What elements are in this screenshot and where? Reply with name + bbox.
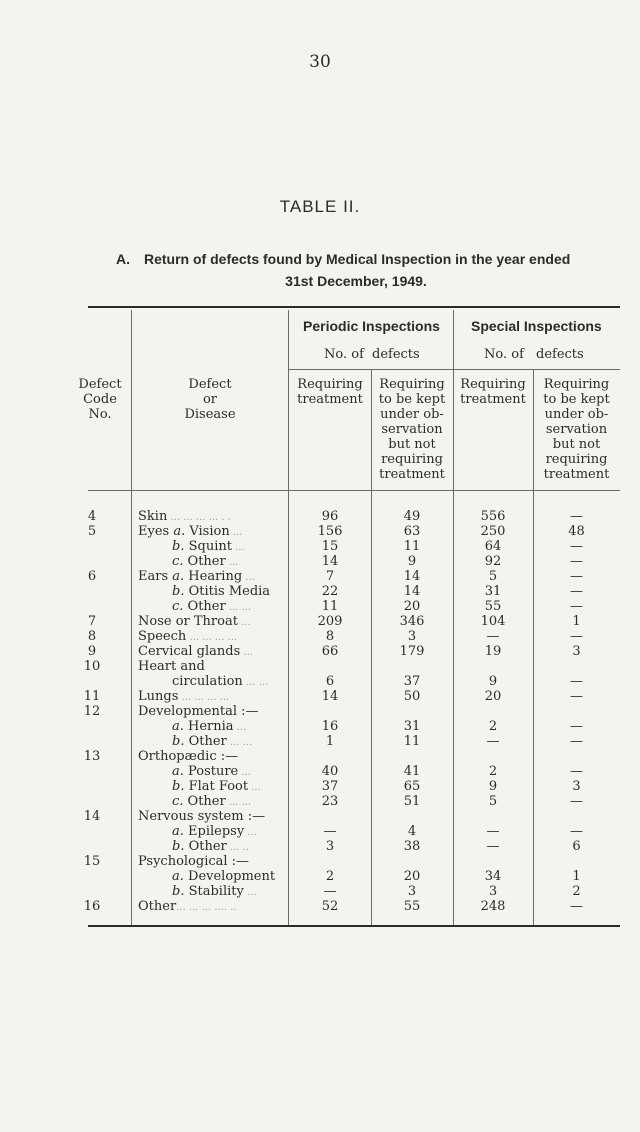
periodic-treatment-value: 11 [321,599,339,614]
defect-code: 6 [87,569,97,584]
defect-label: c. Other ... [172,554,239,569]
special-observation-value: — [570,554,583,569]
table-row [0,554,640,569]
special-treatment-value: — [486,824,500,839]
special-observation-value: — [570,719,583,734]
periodic-observation-value: 11 [403,734,421,749]
special-observation-value: — [570,689,583,704]
dot-leader: ... [242,572,255,583]
defect-label: Nose or Throat ... [138,614,251,629]
caption-line-2: 31st December, 1949. [285,273,427,289]
periodic-treatment-value: — [323,884,337,899]
defect-label: a. Posture ... [172,764,251,779]
dot-leader: ... ... [225,797,252,808]
special-treatment-value: 2 [488,764,498,779]
special-treatment-value: 55 [484,599,502,614]
periodic-treatment-value: 52 [321,899,339,914]
defect-label: Heart and [138,659,205,674]
defect-code: 12 [83,704,101,719]
defect-label: circulation ... ... [172,674,269,689]
dot-leader: ... ... [242,677,269,688]
periodic-treatment-value: 6 [325,674,335,689]
dot-leader: ... [240,647,253,658]
defect-label: b. Other ... ... [172,734,253,749]
table-row [0,569,640,584]
defect-code: 8 [87,629,97,644]
defect-label: b. Other ... .. [172,839,250,854]
special-treatment-value: 5 [488,794,498,809]
special-treatment-value: 92 [484,554,502,569]
periodic-treatment-value: 1 [325,734,335,749]
special-treatment-value: — [486,734,500,749]
table-row [0,674,640,689]
special-treatment-value: 104 [480,614,506,629]
special-observation-value: 3 [572,779,581,794]
special-observation-value: — [570,674,583,689]
periodic-observation-value: 63 [403,524,421,539]
special-observation-value: — [570,764,583,779]
special-observation-value: 6 [572,839,581,854]
special-observation-value: 2 [572,884,581,899]
table-row [0,629,640,644]
periodic-observation-value: 4 [407,824,417,839]
dot-leader: ... ... ... ... [178,692,230,703]
special-treatment-value: 20 [484,689,502,704]
special-treatment-value: 556 [480,509,506,524]
periodic-observation-value: 55 [403,899,421,914]
periodic-treatment-value: 22 [321,584,339,599]
table-row [0,509,640,524]
special-treatment-value: 31 [484,584,502,599]
defect-label: a. Development [172,869,276,884]
defect-label: Eyes a. Vision ... [138,524,243,539]
defect-label: Lungs ... ... ... ... [138,689,230,704]
periodic-treatment-value: 96 [321,509,339,524]
special-observation-value: — [570,794,583,809]
special-treatment-value: — [486,629,500,644]
defect-code: 15 [83,854,101,869]
defect-label: b. Squint ... [172,539,245,554]
periodic-observation-value: 11 [403,539,421,554]
periodic-treatment-value: 8 [325,629,335,644]
periodic-treatment-value: 14 [321,689,339,704]
defect-label: Nervous system :— [138,809,266,824]
periodic-requiring-treatment-header: Requiring treatment [297,377,363,407]
caption-line-1: Return of defects found by Medical Inspection in the year ended [144,251,571,267]
periodic-treatment-value: 16 [321,719,339,734]
table-row [0,779,640,794]
periodic-requiring-observation-header: Requiring to be kept under ob- servation but not requiring treatment [378,377,446,482]
header-bottom-rule [88,490,620,491]
table-row [0,524,640,539]
periodic-observation-value: 37 [403,674,421,689]
periodic-treatment-value: 7 [325,569,335,584]
special-observation-value: — [570,824,583,839]
periodic-treatment-value: — [323,824,337,839]
defect-code: 16 [83,899,101,914]
special-treatment-value: 248 [480,899,506,914]
special-observation-value: — [570,899,583,914]
periodic-treatment-value: 209 [317,614,343,629]
special-observation-value: — [570,599,583,614]
periodic-no-of: No. of [324,347,364,362]
defect-code: 4 [87,509,97,524]
defect-label: b. Stability ... [172,884,257,899]
defect-label: Ears a. Hearing ... [138,569,255,584]
special-observation-value: — [570,629,583,644]
table-row [0,809,640,824]
periodic-observation-value: 50 [403,689,421,704]
table-row [0,539,640,554]
special-inspections-header: Special Inspections [471,318,602,334]
periodic-observation-value: 3 [407,629,417,644]
periodic-treatment-value: 23 [321,794,339,809]
table-row [0,599,640,614]
special-observation-value: 1 [572,614,581,629]
defect-label: Psychological :— [138,854,250,869]
table-row [0,614,640,629]
table-row [0,734,640,749]
dot-leader: ... ... ... ... [186,632,238,643]
periodic-treatment-value: 37 [321,779,339,794]
table-row [0,869,640,884]
table-top-rule [88,306,620,308]
periodic-observation-value: 179 [399,644,425,659]
table-row [0,719,640,734]
page-number: 30 [309,52,331,72]
dot-leader: ... [229,527,243,538]
special-treatment-value: 34 [484,869,502,884]
special-treatment-value: 9 [488,674,498,689]
periodic-observation-value: 9 [407,554,417,569]
defect-label: Skin ... ... ... ... . . [138,509,231,524]
dot-leader: ... [233,722,247,733]
special-treatment-value: 3 [488,884,498,899]
dot-leader: ... [225,557,239,568]
dot-leader: ... ... ... ... . . [167,512,231,523]
defect-code: 11 [83,689,101,704]
defect-code: 14 [83,809,101,824]
defect-code: 10 [83,659,101,674]
table-row [0,884,640,899]
defect-label: b. Otitis Media [172,584,271,599]
special-observation-value: — [570,734,583,749]
table-row [0,854,640,869]
periodic-observation-value: 65 [403,779,421,794]
defect-code: 5 [87,524,97,539]
special-observation-value: — [570,509,583,524]
defect-label: b. Flat Foot ... [172,779,261,794]
special-observation-value: 48 [568,524,585,539]
dot-leader: ... [231,542,245,553]
defect-label: Developmental :— [138,704,259,719]
table-row [0,704,640,719]
defect-label: c. Other ... ... [172,794,252,809]
periodic-observation-value: 14 [403,584,421,599]
periodic-observation-value: 38 [403,839,421,854]
defect-code: 13 [83,749,101,764]
periodic-observation-value: 41 [403,764,421,779]
special-observation-value: — [570,569,583,584]
defect-code-header: Defect Code No. [78,377,122,422]
special-treatment-value: 2 [488,719,498,734]
special-observation-value: — [570,539,583,554]
dot-leader: ... [238,767,251,778]
dot-leader: ... ... [226,737,253,748]
table-row [0,839,640,854]
special-no-of: No. of [484,347,524,362]
table-row [0,749,640,764]
caption-letter: A. [116,251,130,267]
periodic-observation-value: 51 [403,794,421,809]
special-requiring-treatment-header: Requiring treatment [460,377,526,407]
periodic-observation-value: 49 [403,509,421,524]
table-row [0,644,640,659]
periodic-observation-value: 14 [403,569,421,584]
dot-leader: ... [248,782,261,793]
periodic-treatment-value: 14 [321,554,339,569]
periodic-inspections-header: Periodic Inspections [303,318,440,334]
defect-label: Speech ... ... ... ... [138,629,238,644]
dot-leader: ... [237,617,251,628]
periodic-treatment-value: 40 [321,764,339,779]
defect-label: c. Other ... ... [172,599,252,614]
defect-disease-header: Defect or Disease [184,377,236,422]
defect-label: Orthopædic :— [138,749,239,764]
periodic-observation-value: 20 [403,869,421,884]
table-row [0,899,640,914]
defect-label: a. Hernia ... [172,719,247,734]
special-treatment-value: 250 [480,524,506,539]
table-title: TABLE II. [279,197,361,216]
special-observation-value: 3 [572,644,581,659]
table-bottom-rule [88,925,620,927]
dot-leader: ... ... ... .... .. [176,902,237,913]
dot-leader: ... ... [225,602,252,613]
table-row [0,584,640,599]
periodic-observation-value: 3 [407,884,417,899]
special-treatment-value: 19 [484,644,502,659]
special-defects: defects [536,347,584,362]
table-row [0,659,640,674]
periodic-observation-value: 20 [403,599,421,614]
periodic-treatment-value: 3 [325,839,335,854]
table-row [0,764,640,779]
special-treatment-value: — [486,839,500,854]
periodic-treatment-value: 15 [321,539,339,554]
dot-leader: ... .. [226,842,250,853]
table-row [0,689,640,704]
special-requiring-observation-header: Requiring to be kept under ob- servation but not requiring treatment [543,377,610,482]
table-row [0,824,640,839]
periodic-observation-value: 31 [403,719,421,734]
special-treatment-value: 64 [484,539,502,554]
defect-label: a. Epilepsy ... [172,824,257,839]
defect-label: Other... ... ... .... .. [138,899,237,914]
table-row [0,794,640,809]
periodic-treatment-value: 2 [325,869,335,884]
defect-code: 9 [87,644,97,659]
special-observation-value: — [570,584,583,599]
special-treatment-value: 9 [488,779,498,794]
periodic-treatment-value: 66 [321,644,339,659]
dot-leader: ... [243,887,257,898]
dot-leader: ... [244,827,257,838]
defect-label: Cervical glands ... [138,644,253,659]
special-observation-value: 1 [572,869,581,884]
periodic-treatment-value: 156 [317,524,343,539]
special-treatment-value: 5 [488,569,498,584]
defects-subheader-rule [289,369,620,370]
defect-code: 7 [87,614,97,629]
periodic-defects: defects [372,347,420,362]
periodic-observation-value: 346 [399,614,425,629]
